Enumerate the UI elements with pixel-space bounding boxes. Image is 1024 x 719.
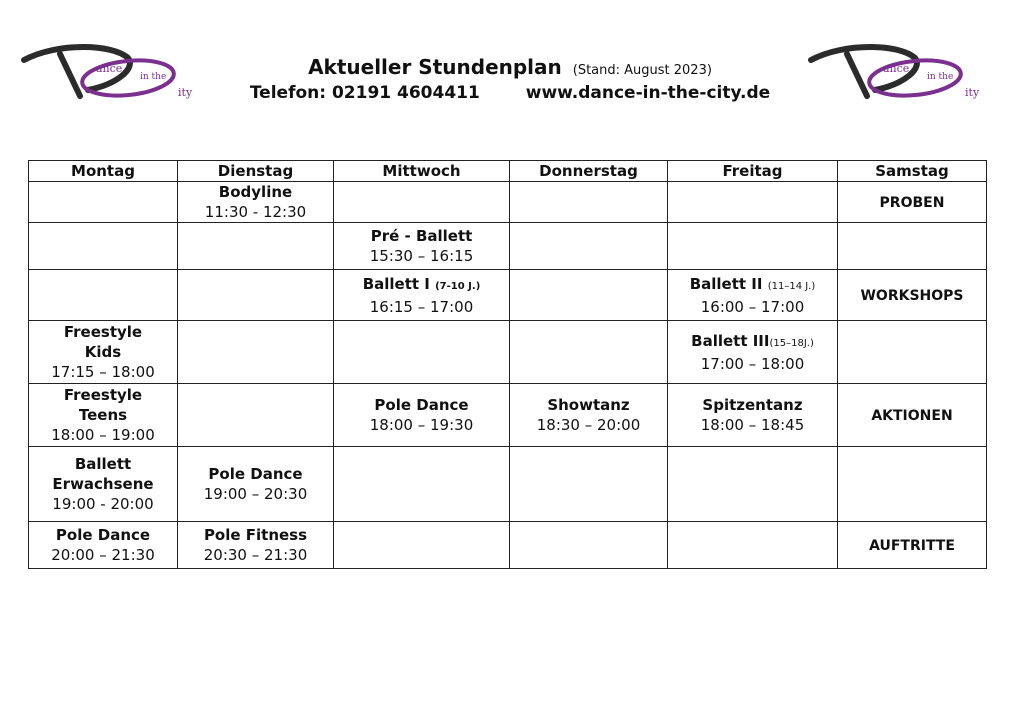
class-name: Spitzentanz <box>702 396 803 414</box>
cell-empty <box>668 223 838 270</box>
cell-empty <box>29 182 178 223</box>
logo-word-in-the: in the <box>927 72 954 82</box>
cell-empty <box>334 522 510 569</box>
class-name: Pole Fitness <box>203 526 308 544</box>
class-name-text: Ballett I <box>362 274 430 293</box>
page-header <box>230 55 790 103</box>
class-name <box>670 274 835 297</box>
logo-word-ance: ance <box>96 62 123 75</box>
class-name: Pole Dance <box>374 396 469 414</box>
phone-number: Telefon: 02191 4604411 <box>249 83 480 103</box>
saturday-label: WORKSHOPS <box>860 287 964 304</box>
table-row <box>29 321 987 384</box>
class-time: 11:30 - 12:30 <box>204 203 307 221</box>
class-cell-showtanz <box>510 384 668 447</box>
cell-empty <box>334 447 510 522</box>
class-time: 17:15 – 18:00 <box>51 363 155 381</box>
saturday-cell-aktionen <box>838 384 987 447</box>
cell-empty <box>838 447 987 522</box>
schedule-table <box>28 160 987 569</box>
age-note: (11–14 J.) <box>767 280 816 292</box>
day-header-donnerstag: Donnerstag <box>510 161 668 182</box>
cell-empty <box>178 270 334 321</box>
website-link[interactable]: www.dance-in-the-city.de <box>525 83 771 103</box>
day-header-mittwoch: Mittwoch <box>334 161 510 182</box>
class-cell-pole-fitness <box>178 522 334 569</box>
stand-date: (Stand: August 2023) <box>572 63 712 78</box>
class-time: 16:15 – 17:00 <box>369 297 474 316</box>
class-time: 18:00 – 19:00 <box>51 426 155 444</box>
class-cell-spitzentanz <box>668 384 838 447</box>
age-note: (15–18J.) <box>769 337 814 349</box>
class-cell-pole-dance-wed <box>334 384 510 447</box>
saturday-cell-auftritte <box>838 522 987 569</box>
saturday-cell-proben <box>838 182 987 223</box>
cell-empty <box>178 223 334 270</box>
class-time: 16:00 – 17:00 <box>700 297 805 316</box>
class-name: Pré - Ballett <box>370 227 473 245</box>
class-time: 19:00 – 20:30 <box>203 485 308 503</box>
class-name <box>670 331 835 354</box>
saturday-label: AUFTRITTE <box>869 537 955 554</box>
title-line <box>230 55 790 79</box>
logo-right <box>805 40 995 112</box>
cell-empty <box>29 223 178 270</box>
logo-left <box>18 40 208 112</box>
cell-empty <box>668 522 838 569</box>
class-cell-pole-dance-mon <box>29 522 178 569</box>
table-row <box>29 447 987 522</box>
class-cell-pre-ballett <box>334 223 510 270</box>
class-cell-ballett-erwachsene <box>29 447 178 522</box>
cell-empty <box>510 321 668 384</box>
logo-word-ity: ity <box>178 86 193 99</box>
cell-empty <box>838 223 987 270</box>
page-title: Aktueller Stundenplan <box>308 55 562 79</box>
class-time: 18:30 – 20:00 <box>536 416 641 434</box>
class-cell-bodyline <box>178 182 334 223</box>
class-time: 17:00 – 18:00 <box>700 354 805 373</box>
class-time: 18:00 – 19:30 <box>369 416 474 434</box>
table-row <box>29 270 987 321</box>
class-time: 20:00 – 21:30 <box>51 546 155 564</box>
class-name: Showtanz <box>547 396 630 414</box>
cell-empty <box>178 321 334 384</box>
class-time: 18:00 – 18:45 <box>700 416 805 434</box>
table-row <box>29 384 987 447</box>
class-name: Freestyle <box>63 386 143 404</box>
class-name: Freestyle <box>63 323 143 341</box>
class-name-line2: Erwachsene <box>52 475 154 493</box>
class-cell-pole-dance-tue <box>178 447 334 522</box>
cell-empty <box>178 384 334 447</box>
saturday-label: PROBEN <box>879 194 945 211</box>
class-cell-freestyle-teens <box>29 384 178 447</box>
cell-empty <box>334 321 510 384</box>
dance-logo-mark <box>805 40 995 112</box>
class-name-text: Ballett II <box>689 274 763 293</box>
cell-empty <box>510 270 668 321</box>
cell-empty <box>510 447 668 522</box>
dance-logo-mark <box>18 40 208 112</box>
age-note: (7-10 J.) <box>435 280 481 292</box>
class-cell-ballett-3 <box>668 321 838 384</box>
class-time: 19:00 - 20:00 <box>52 495 154 513</box>
day-header-montag: Montag <box>29 161 178 182</box>
class-name-line2: Kids <box>84 343 122 361</box>
class-cell-ballett-1 <box>334 270 510 321</box>
logo-word-ance: ance <box>883 62 910 75</box>
class-name: Pole Dance <box>55 526 151 544</box>
class-name <box>336 274 507 297</box>
cell-empty <box>510 522 668 569</box>
day-header-samstag: Samstag <box>838 161 987 182</box>
logo-word-ity: ity <box>965 86 980 99</box>
class-name: Pole Dance <box>208 465 303 483</box>
logo-word-in-the: in the <box>140 72 167 82</box>
class-name: Bodyline <box>218 183 293 201</box>
contact-line <box>230 83 790 103</box>
table-header-row <box>29 161 987 182</box>
cell-empty <box>838 321 987 384</box>
class-time: 15:30 – 16:15 <box>369 247 474 265</box>
table-row <box>29 182 987 223</box>
cell-empty <box>510 223 668 270</box>
class-cell-ballett-2 <box>668 270 838 321</box>
day-header-freitag: Freitag <box>668 161 838 182</box>
cell-empty <box>334 182 510 223</box>
saturday-label: AKTIONEN <box>871 407 953 424</box>
class-name-text: Ballett III <box>691 331 770 350</box>
saturday-cell-workshops <box>838 270 987 321</box>
cell-empty <box>29 270 178 321</box>
day-header-dienstag: Dienstag <box>178 161 334 182</box>
class-name: Ballett <box>74 455 132 473</box>
class-name-line2: Teens <box>78 406 128 424</box>
class-time: 20:30 – 21:30 <box>203 546 308 564</box>
cell-empty <box>510 182 668 223</box>
table-row <box>29 522 987 569</box>
cell-empty <box>668 182 838 223</box>
class-cell-freestyle-kids <box>29 321 178 384</box>
cell-empty <box>668 447 838 522</box>
table-row <box>29 223 987 270</box>
